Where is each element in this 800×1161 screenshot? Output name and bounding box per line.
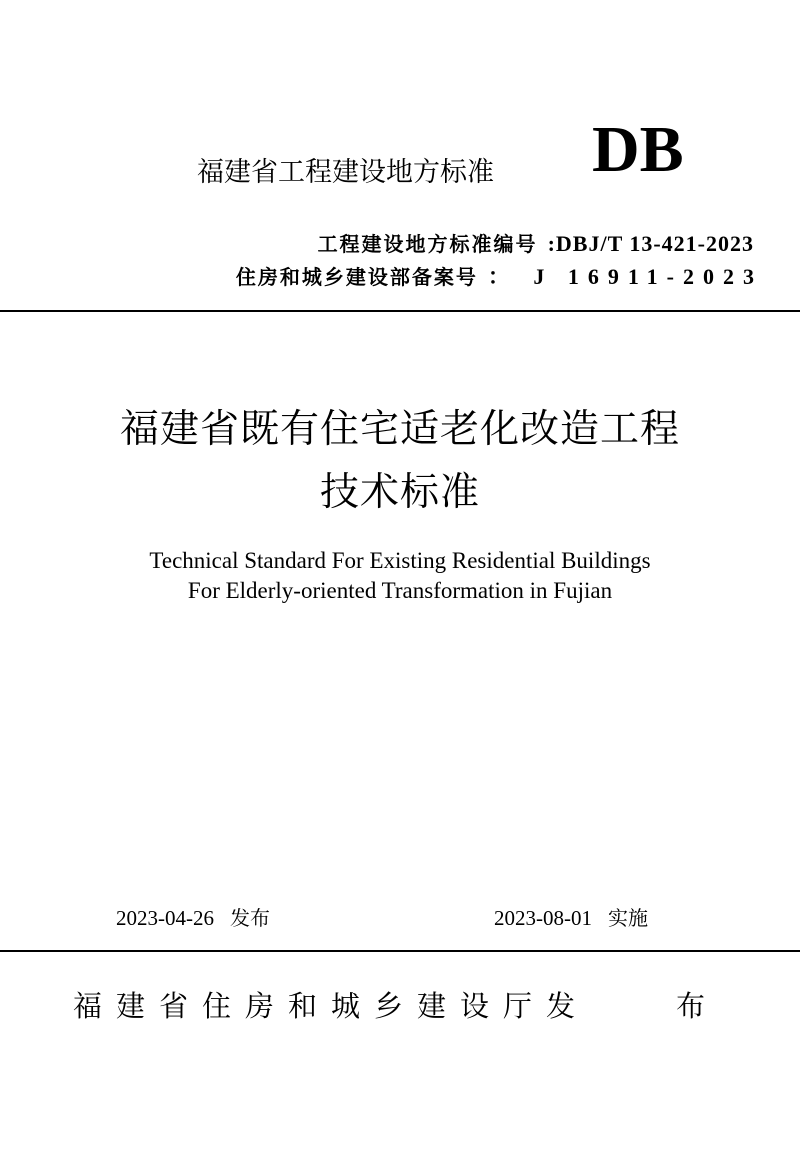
standard-number-row [318, 228, 754, 257]
issue-date: 2023-04-26 [116, 906, 214, 930]
filing-number-label: 住房和城乡建设部备案号 [235, 265, 478, 289]
filing-number-value: ： J 16911-2023 [487, 264, 763, 289]
issue-date-block [116, 902, 270, 931]
standard-series-label: 福建省工程建设地方标准 [197, 157, 494, 188]
publisher-suffix: 布 [676, 989, 706, 1023]
standard-number-value: :DBJ/T 13-421-2023 [547, 231, 754, 256]
filing-number-row [235, 260, 763, 291]
title-en-line-2: For Elderly-oriented Transformation in Fujian [187, 578, 613, 603]
standard-number-label: 工程建设地方标准编号 [317, 232, 538, 256]
db-mark: DB [592, 113, 684, 186]
title-cn-line-1: 福建省既有住宅适老化改造工程 [119, 407, 680, 452]
implement-date: 2023-08-01 [494, 906, 592, 930]
title-cn-line-2: 技术标准 [319, 470, 480, 515]
top-divider [0, 310, 800, 312]
implement-date-block [494, 902, 648, 931]
publisher-name: 福建省住房和城乡建设厅发 [73, 989, 590, 1023]
title-en-line-1: Technical Standard For Existing Residential Buildings [149, 548, 651, 573]
implement-label: 实施 [608, 906, 648, 930]
bottom-divider [0, 950, 800, 952]
issue-label: 发布 [230, 906, 270, 930]
